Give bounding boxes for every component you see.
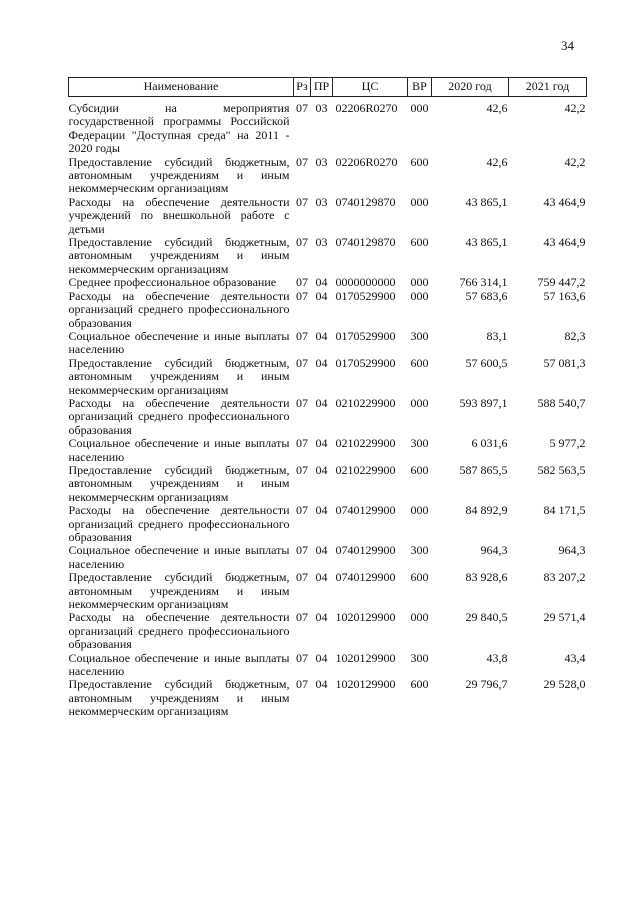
row-2020: 43 865,1 [465,194,508,209]
header-cs: ЦС [333,78,408,97]
row-pr: 04 [315,677,328,692]
table-row [69,504,587,544]
row-2021: 43 464,9 [543,194,586,209]
row-cs: 0170529900 [335,288,396,303]
row-vr: 600 [410,570,429,585]
row-vr: 300 [410,650,429,665]
table-row [69,544,587,571]
row-vr: 600 [410,355,429,370]
row-2020: 43 865,1 [465,235,508,250]
row-name: Социальное обеспечение и иные выплаты населению [68,543,290,571]
row-2020: 83,1 [486,328,508,343]
table-row [69,571,587,611]
row-pr: 04 [315,288,328,303]
row-vr: 000 [410,610,429,625]
row-2020: 84 892,9 [465,503,508,518]
row-name: Социальное обеспечение и иные выплаты населению [68,436,290,464]
row-2021: 964,3 [558,543,586,558]
row-2021: 588 540,7 [537,395,586,410]
row-cs: 0740129900 [335,543,396,558]
row-name: Расходы на обеспечение деятельности организаций среднего профессионального образования [68,288,290,330]
row-pr: 04 [315,462,328,477]
row-pr: 04 [315,328,328,343]
row-name: Предоставление субсидий бюджетным, автономным учреждениям и иным некоммерческим организациям [68,235,290,276]
row-rz: 07 [296,275,308,290]
row-2020: 766 314,1 [459,275,508,290]
row-rz: 07 [296,194,308,209]
row-name: Предоставление субсидий бюджетным, автономным учреждениям и иным некоммерческим организациям [68,355,290,397]
row-2020: 57 683,6 [465,288,508,303]
row-2020: 42,6 [486,101,508,115]
row-vr: 000 [410,101,429,115]
table-row [69,611,587,651]
row-2021: 42,2 [564,101,586,115]
row-cs: 0740129900 [335,503,396,518]
row-2021: 43,4 [564,650,586,665]
row-rz: 07 [296,570,308,585]
header-rz: Рз [294,78,311,97]
row-2021: 42,2 [564,154,586,169]
row-pr: 03 [315,154,328,169]
row-2021: 57 163,6 [543,288,586,303]
row-rz: 07 [296,543,308,558]
row-rz: 07 [296,503,308,518]
row-rz: 07 [296,328,308,343]
row-pr: 03 [315,194,328,209]
row-2021: 29 571,4 [543,610,586,625]
row-2021: 582 563,5 [537,462,586,477]
row-2021: 84 171,5 [543,503,586,518]
row-pr: 04 [315,570,328,585]
row-name: Социальное обеспечение и иные выплаты населению [68,328,290,357]
row-name: Социальное обеспечение и иные выплаты населению [68,650,290,679]
row-2021: 82,3 [564,328,586,343]
row-pr: 04 [315,355,328,370]
row-cs: 0210229900 [335,436,396,451]
row-pr: 04 [315,543,328,558]
table-row [69,678,587,718]
row-rz: 07 [296,101,308,115]
row-rz: 07 [296,235,308,250]
row-vr: 600 [410,235,429,250]
row-vr: 600 [410,677,429,692]
row-name: Расходы на обеспечение деятельности организаций среднего профессионального образования [68,503,290,544]
row-pr: 04 [315,503,328,518]
table-row [69,330,587,357]
row-cs: 1020129900 [335,677,396,692]
row-cs: 0740129870 [335,194,396,209]
row-rz: 07 [296,355,308,370]
header-2021: 2021 год [509,78,587,97]
row-rz: 07 [296,395,308,410]
page-number: 34 [561,38,574,53]
header-vr: ВР [408,78,432,97]
row-2021: 759 447,2 [537,275,586,290]
row-name: Предоставление субсидий бюджетным, автономным учреждениям и иным некоммерческим организациям [68,462,290,504]
row-2020: 6 031,6 [471,436,508,451]
row-pr: 04 [315,650,328,665]
row-2020: 587 865,5 [459,462,508,477]
row-rz: 07 [296,154,308,169]
row-2021: 43 464,9 [543,235,586,250]
row-vr: 000 [410,194,429,209]
table-row [69,276,587,289]
row-vr: 000 [410,503,429,518]
row-pr: 04 [315,610,328,625]
table-header-row [69,78,587,97]
row-cs: 0170529900 [335,328,396,343]
row-name: Расходы на обеспечение деятельности организаций среднего профессионального образования [68,610,290,652]
table-row [69,236,587,276]
row-pr: 04 [315,436,328,451]
row-rz: 07 [296,462,308,477]
row-cs: 0210229900 [335,462,396,477]
row-2020: 57 600,5 [465,355,508,370]
table-row [69,156,587,196]
row-2020: 83 928,6 [465,570,508,585]
row-2020: 593 897,1 [459,395,508,410]
row-name: Расходы на обеспечение деятельности организаций среднего профессионального образования [68,395,290,437]
table-row [69,290,587,330]
row-name: Среднее профессиональное образование [68,275,277,290]
table-row [69,397,587,437]
row-rz: 07 [296,288,308,303]
row-2020: 964,3 [480,543,508,558]
row-vr: 000 [410,288,429,303]
row-cs: 1020129900 [335,610,396,625]
row-cs: 0210229900 [335,395,396,410]
table-row [69,652,587,679]
budget-table [68,77,587,719]
row-2021: 57 081,3 [543,355,586,370]
row-2020: 29 840,5 [465,610,508,625]
row-cs: 0170529900 [335,355,396,370]
table-row [69,196,587,236]
header-name: Наименование [69,78,294,97]
row-rz: 07 [296,677,308,692]
row-vr: 300 [410,328,429,343]
row-name: Субсидии на мероприятия государственной программы Российской Федерации "Доступная среда" на 2011 - 2020 годы [68,101,290,156]
table-row [69,97,587,156]
table-row [69,437,587,464]
row-2021: 83 207,2 [543,570,586,585]
row-rz: 07 [296,650,308,665]
table-row [69,464,587,504]
row-pr: 04 [315,275,328,290]
row-vr: 300 [410,543,429,558]
row-vr: 300 [410,436,429,451]
row-vr: 600 [410,154,429,169]
row-name: Предоставление субсидий бюджетным, автономным учреждениям и иным некоммерческим организациям [68,677,290,719]
row-name: Предоставление субсидий бюджетным, автономным учреждениям и иным некоммерческим организациям [68,570,290,612]
row-pr: 03 [315,101,328,115]
row-vr: 000 [410,275,429,290]
row-rz: 07 [296,610,308,625]
row-cs: 1020129900 [335,650,396,665]
row-2020: 43,8 [486,650,508,665]
row-pr: 04 [315,395,328,410]
row-cs: 02206R0270 [335,154,398,169]
row-cs: 0000000000 [335,275,396,290]
row-name: Предоставление субсидий бюджетным, автономным учреждениям и иным некоммерческим организациям [68,154,290,196]
row-pr: 03 [315,235,328,250]
row-name: Расходы на обеспечение деятельности учреждений по внешкольной работе с детьми [68,194,290,236]
row-cs: 0740129900 [335,570,396,585]
row-cs: 0740129870 [335,235,396,250]
row-2021: 5 977,2 [549,436,586,451]
header-2020: 2020 год [432,78,509,97]
table-row [69,357,587,397]
row-vr: 600 [410,462,429,477]
header-pr: ПР [311,78,333,97]
row-rz: 07 [296,436,308,451]
row-2021: 29 528,0 [543,677,586,692]
row-cs: 02206R0270 [335,101,398,115]
row-2020: 29 796,7 [465,677,508,692]
row-vr: 000 [410,395,429,410]
row-2020: 42,6 [486,154,508,169]
